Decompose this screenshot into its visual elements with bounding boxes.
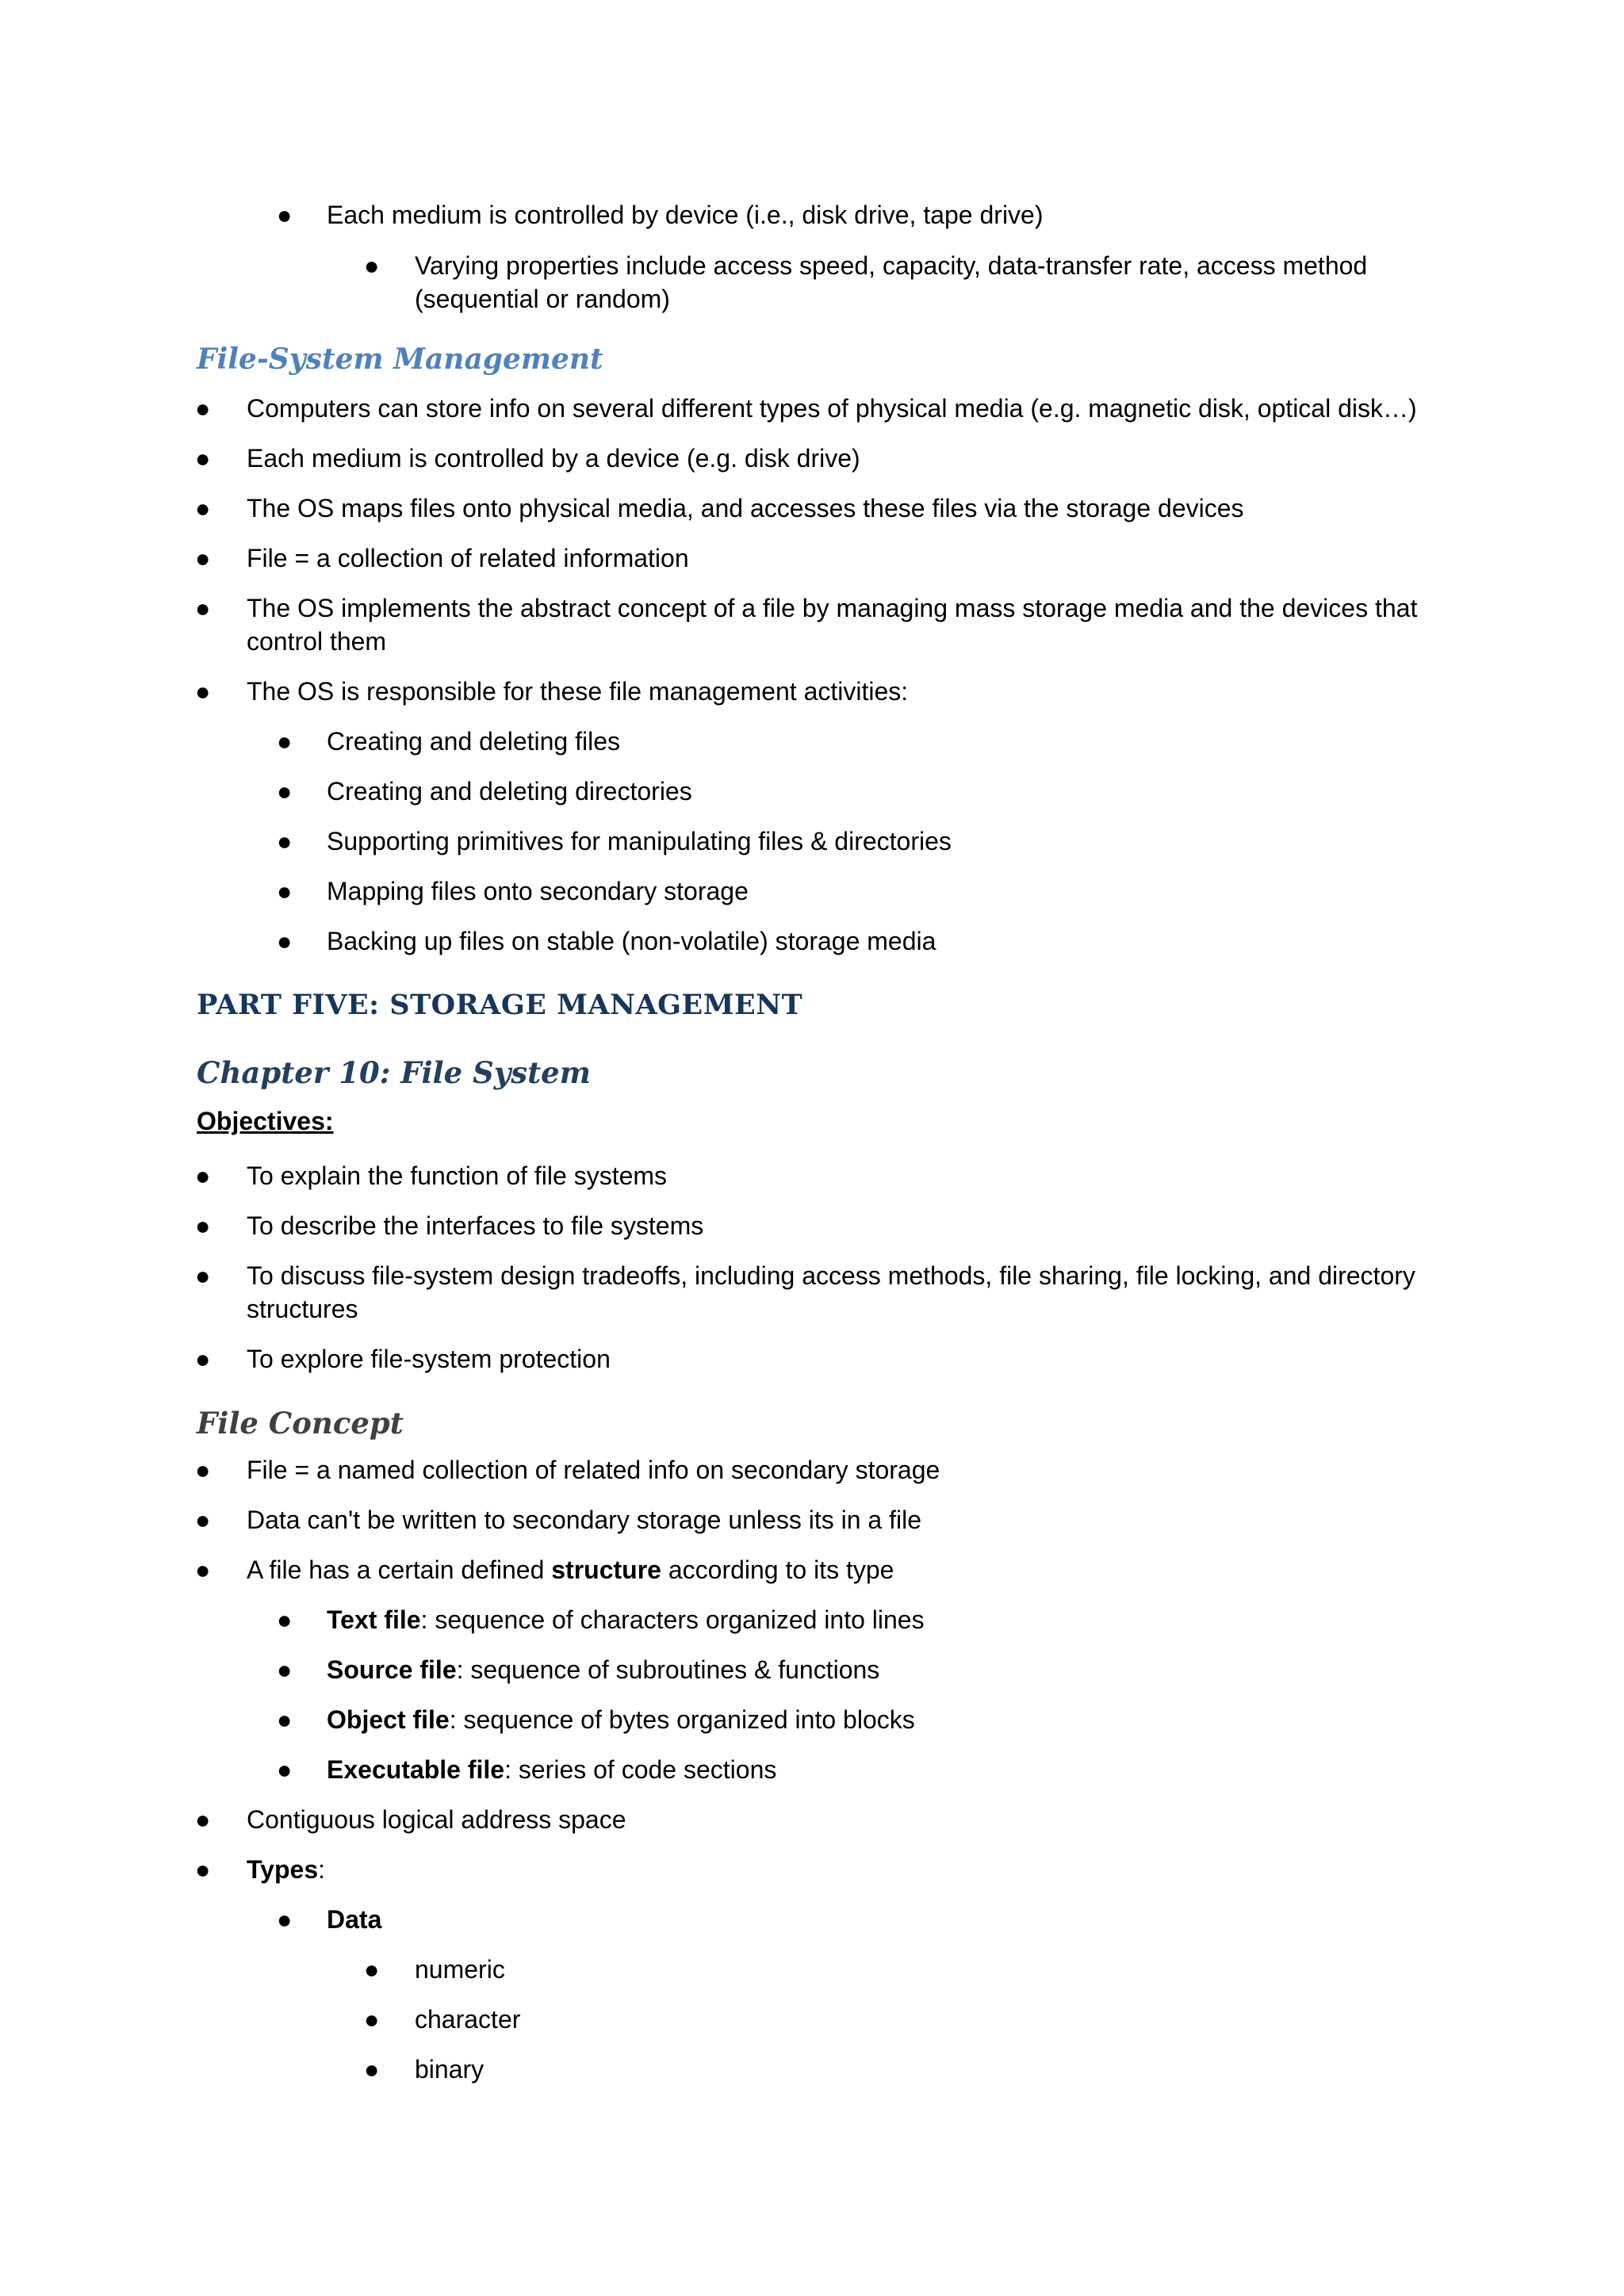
bullet-icon: ● bbox=[364, 1955, 380, 1984]
bullet-icon: ● bbox=[195, 1345, 211, 1373]
list-item-text: numeric bbox=[415, 1955, 505, 1984]
list-item-bold-term: Executable file bbox=[327, 1755, 505, 1784]
bullet-icon: ● bbox=[195, 1261, 211, 1290]
list-item bbox=[364, 1953, 1430, 1986]
bullet-icon: ● bbox=[277, 827, 293, 855]
section-heading-file-concept: File Concept bbox=[197, 1406, 404, 1441]
bullet-icon: ● bbox=[277, 1655, 293, 1684]
bullet-icon: ● bbox=[277, 1605, 293, 1634]
list-item-text: To explore file-system protection bbox=[247, 1345, 611, 1373]
list-item-text: binary bbox=[415, 2055, 485, 2084]
objectives-heading: Objectives: bbox=[197, 1107, 334, 1135]
list-item bbox=[195, 442, 1420, 475]
bullet-icon: ● bbox=[195, 1805, 211, 1834]
bullet-icon: ● bbox=[277, 1705, 293, 1734]
list-item-text-prefix: A file has a certain defined bbox=[247, 1556, 552, 1584]
bullet-icon: ● bbox=[195, 394, 211, 423]
bullet-icon: ● bbox=[195, 494, 211, 522]
list-item-bold-term: Object file bbox=[327, 1705, 450, 1734]
list-item-text: Data can't be written to secondary storage unless its in a file bbox=[247, 1506, 921, 1534]
bullet-icon: ● bbox=[277, 727, 293, 756]
list-item-text: Contiguous logical address space bbox=[247, 1805, 626, 1834]
bullet-icon: ● bbox=[277, 1905, 293, 1934]
bullet-icon: ● bbox=[277, 1755, 293, 1784]
list-item-text: Supporting primitives for manipulating files & directories bbox=[327, 827, 952, 855]
list-item-text: character bbox=[415, 2005, 521, 2034]
list-item bbox=[195, 392, 1420, 425]
list-item bbox=[195, 1259, 1420, 1326]
list-item-text: Creating and deleting directories bbox=[327, 777, 692, 806]
list-item-text: Varying properties include access speed, capacity, data-transfer rate, access method (sequential or random) bbox=[415, 251, 1368, 313]
bullet-icon: ● bbox=[195, 1456, 211, 1484]
bullet-icon: ● bbox=[277, 777, 293, 806]
bullet-icon: ● bbox=[364, 2005, 380, 2034]
bullet-icon: ● bbox=[277, 877, 293, 905]
list-item bbox=[195, 492, 1420, 525]
list-item-text-suffix: : bbox=[318, 1855, 325, 1884]
list-item-text: Each medium is controlled by a device (e.g. disk drive) bbox=[247, 444, 860, 473]
list-item-text-suffix: : sequence of subroutines & functions bbox=[456, 1655, 880, 1684]
list-item bbox=[195, 591, 1420, 658]
list-item bbox=[277, 924, 1421, 958]
list-item bbox=[364, 249, 1430, 316]
list-item-bold-term: Text file bbox=[327, 1605, 421, 1634]
list-item bbox=[277, 198, 1421, 232]
list-item-text: File = a named collection of related info on secondary storage bbox=[247, 1456, 940, 1484]
list-item bbox=[195, 1553, 1420, 1586]
list-item bbox=[195, 675, 1420, 708]
list-item-text: The OS maps files onto physical media, and accesses these files via the storage devices bbox=[247, 494, 1244, 522]
list-item-text-suffix: : series of code sections bbox=[504, 1755, 777, 1784]
list-item-text: To describe the interfaces to file systems bbox=[247, 1211, 704, 1240]
bullet-icon: ● bbox=[195, 594, 211, 622]
list-item-text: Backing up files on stable (non-volatile) storage media bbox=[327, 927, 936, 955]
bullet-icon: ● bbox=[195, 1556, 211, 1584]
list-item-text: Creating and deleting files bbox=[327, 727, 621, 756]
chapter-title: Chapter 10: File System bbox=[197, 1055, 591, 1090]
list-item bbox=[195, 1342, 1420, 1376]
list-item bbox=[277, 1903, 1421, 1936]
list-item bbox=[364, 2003, 1430, 2036]
list-item bbox=[277, 775, 1421, 808]
list-item-text: File = a collection of related information bbox=[247, 544, 689, 572]
bullet-icon: ● bbox=[364, 251, 380, 280]
list-item-bold-term: Source file bbox=[327, 1655, 457, 1684]
list-item-text: The OS is responsible for these file management activities: bbox=[247, 677, 909, 706]
bullet-icon: ● bbox=[195, 1211, 211, 1240]
list-item-text: Mapping files onto secondary storage bbox=[327, 877, 749, 905]
list-item bbox=[195, 541, 1420, 575]
list-item-bold-term: Data bbox=[327, 1905, 382, 1934]
list-item bbox=[195, 1503, 1420, 1536]
list-item-text: Computers can store info on several different types of physical media (e.g. magnetic disk, optical disk…) bbox=[247, 394, 1417, 423]
list-item bbox=[277, 874, 1421, 908]
list-item bbox=[195, 1803, 1420, 1836]
bullet-icon: ● bbox=[277, 927, 293, 955]
list-item-bold-term: structure bbox=[551, 1556, 661, 1584]
list-item-text: To discuss file-system design tradeoffs, including access methods, file sharing, file locking, and directory structures bbox=[247, 1261, 1415, 1323]
part-title: PART FIVE: STORAGE MANAGEMENT bbox=[197, 989, 803, 1021]
list-item-bold-term: Types bbox=[247, 1855, 319, 1884]
bullet-icon: ● bbox=[364, 2055, 380, 2084]
list-item bbox=[277, 1603, 1421, 1636]
list-item bbox=[277, 825, 1421, 858]
bullet-icon: ● bbox=[277, 201, 293, 229]
list-item bbox=[195, 1159, 1420, 1192]
list-item-text-suffix: according to its type bbox=[661, 1556, 894, 1584]
list-item-text: Each medium is controlled by device (i.e., disk drive, tape drive) bbox=[327, 201, 1044, 229]
list-item bbox=[364, 2053, 1430, 2086]
list-item bbox=[277, 1653, 1421, 1686]
bullet-icon: ● bbox=[195, 544, 211, 572]
bullet-icon: ● bbox=[195, 1161, 211, 1190]
list-item bbox=[195, 1209, 1420, 1242]
list-item bbox=[277, 725, 1421, 758]
list-item-text-suffix: : sequence of bytes organized into blocks bbox=[449, 1705, 915, 1734]
list-item bbox=[195, 1853, 1420, 1886]
list-item-text-suffix: : sequence of characters organized into lines bbox=[420, 1605, 925, 1634]
bullet-icon: ● bbox=[195, 677, 211, 706]
bullet-icon: ● bbox=[195, 1506, 211, 1534]
bullet-icon: ● bbox=[195, 1855, 211, 1884]
list-item bbox=[195, 1453, 1420, 1487]
list-item bbox=[277, 1753, 1421, 1786]
list-item bbox=[277, 1703, 1421, 1736]
bullet-icon: ● bbox=[195, 444, 211, 473]
section-heading-file-system-management: File-System Management bbox=[197, 342, 603, 376]
list-item-text: The OS implements the abstract concept of a file by managing mass storage media and the devices that control them bbox=[247, 594, 1418, 656]
list-item-text: To explain the function of file systems bbox=[247, 1161, 668, 1190]
